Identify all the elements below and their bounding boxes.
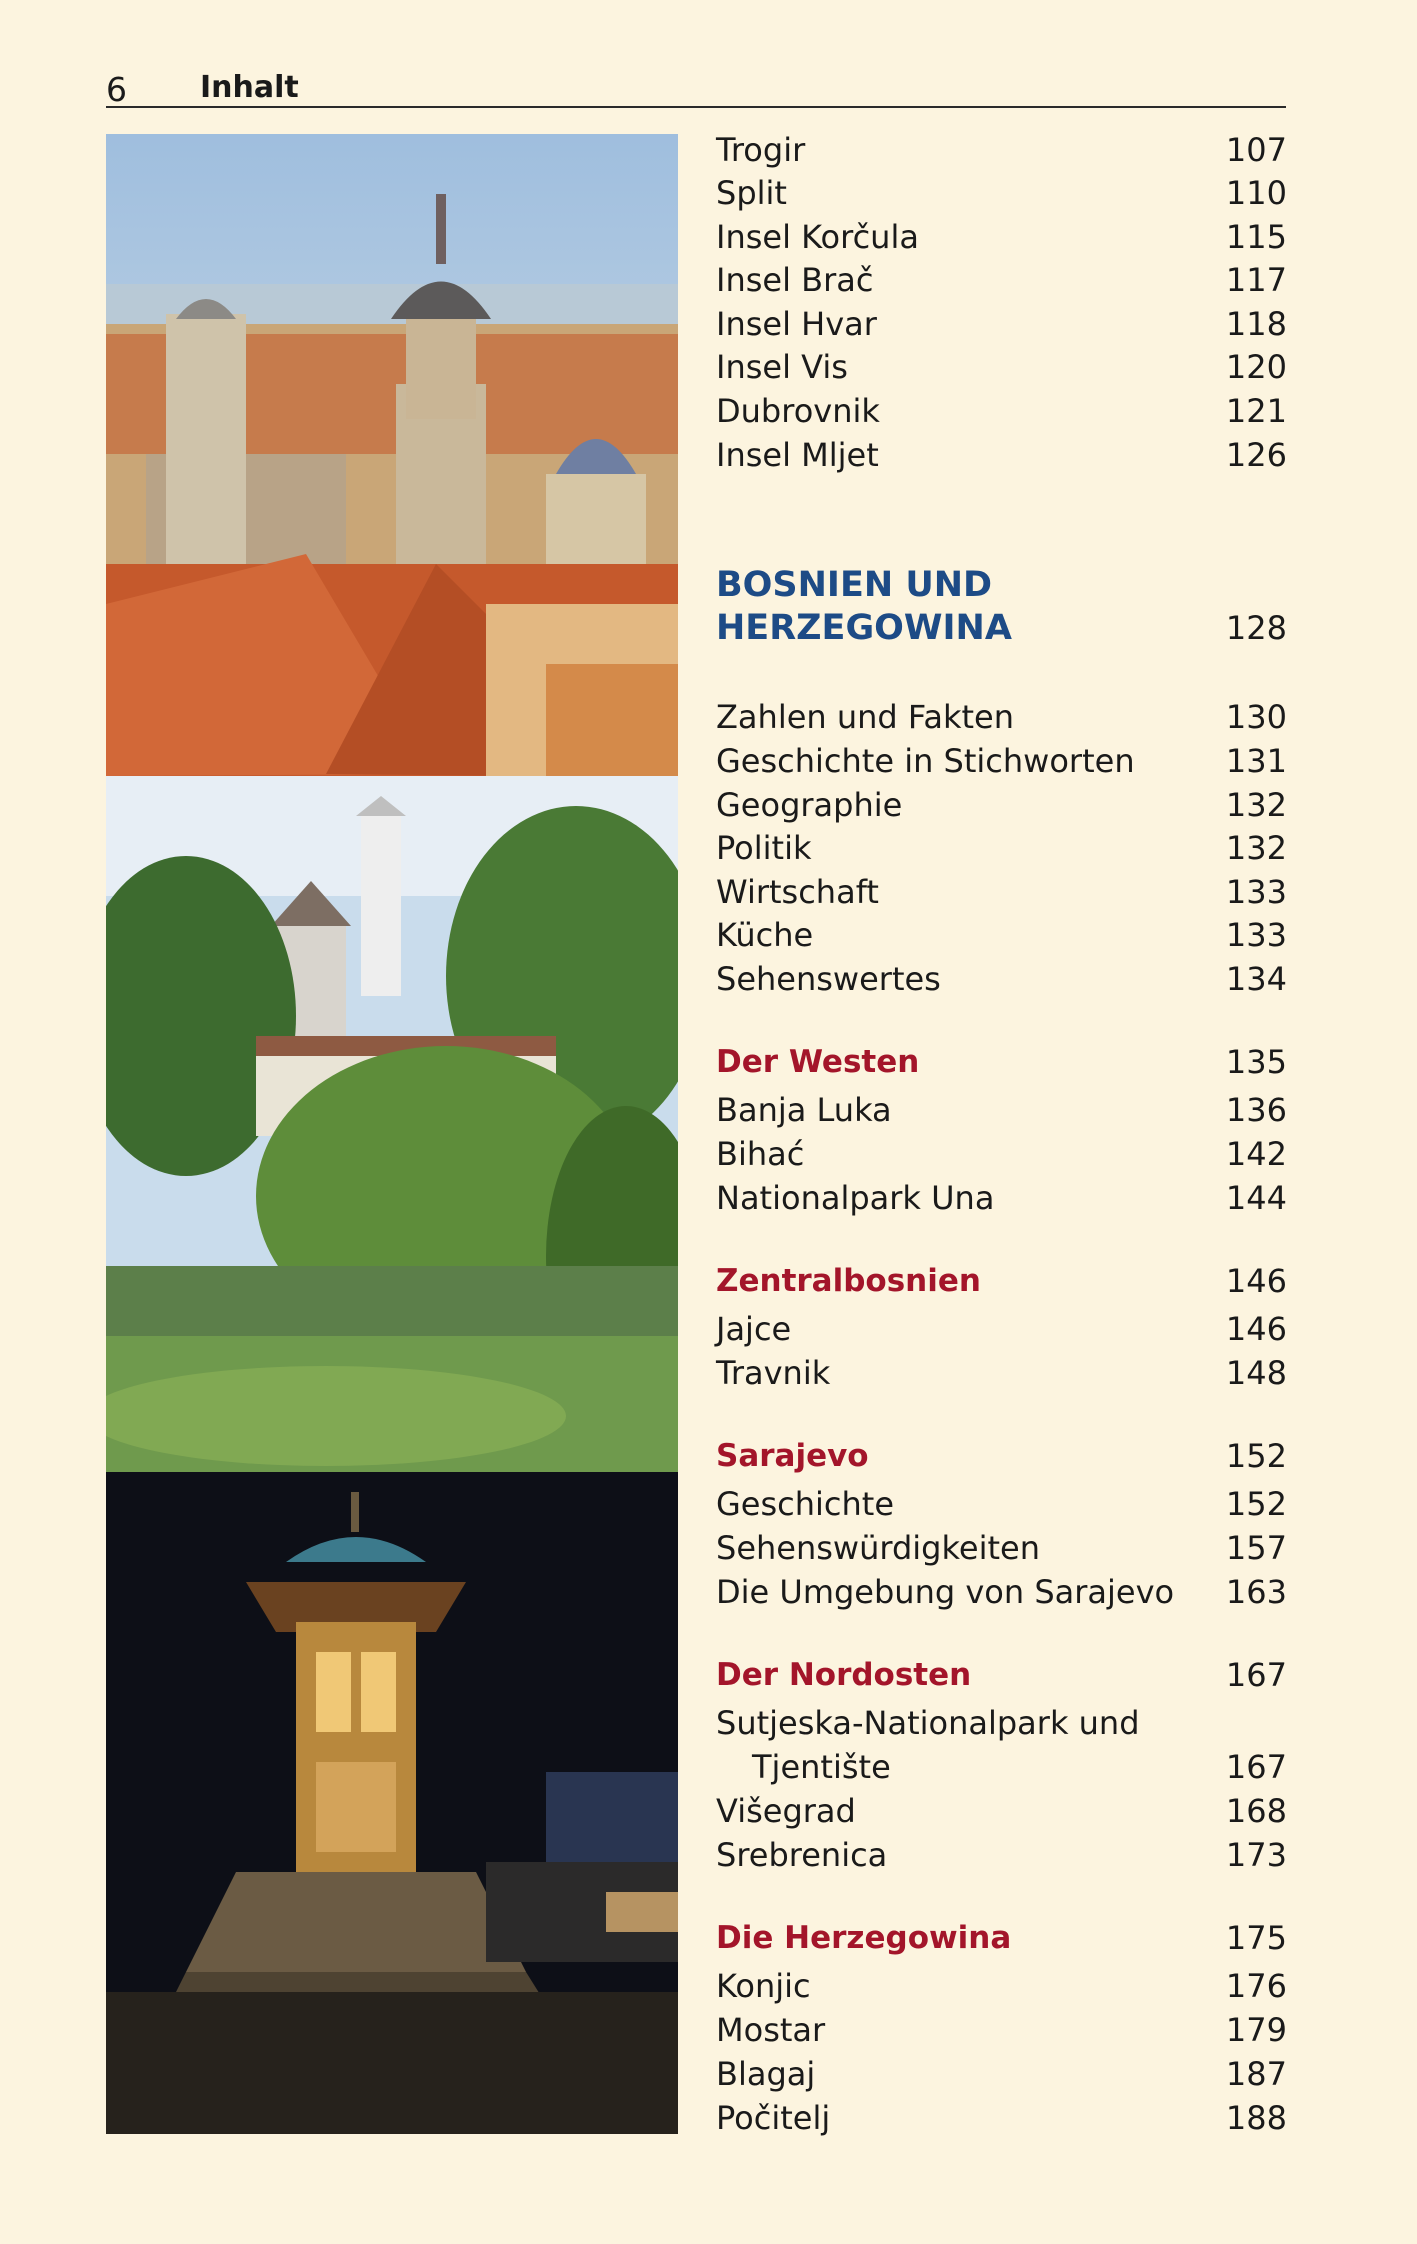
toc-entry[interactable]: Split 110 <box>716 174 1287 212</box>
toc-entry[interactable]: Trogir 107 <box>716 131 1287 169</box>
photo-sebilj-fountain-night <box>106 1472 678 2134</box>
toc-entry[interactable]: Insel Brač 117 <box>716 261 1287 299</box>
page-number: 6 <box>106 70 127 109</box>
toc-entry[interactable]: Politik 132 <box>716 829 1287 867</box>
toc-subheading[interactable]: Sarajevo 152 <box>716 1437 1287 1475</box>
toc-entry[interactable]: Mostar 179 <box>716 2011 1287 2049</box>
toc-entry[interactable]: Sehenswürdigkeiten 157 <box>716 1529 1287 1567</box>
toc-entry[interactable]: Višegrad 168 <box>716 1792 1287 1830</box>
toc-entry[interactable]: Konjic 176 <box>716 1967 1287 2005</box>
toc-entry[interactable]: Nationalpark Una 144 <box>716 1179 1287 1217</box>
toc-entry[interactable]: Banja Luka 136 <box>716 1091 1287 1129</box>
toc-entry[interactable]: Sehenswertes 134 <box>716 960 1287 998</box>
photo-river-town <box>106 776 678 1472</box>
toc-entry[interactable]: Geschichte 152 <box>716 1485 1287 1523</box>
toc-entry[interactable]: Srebrenica 173 <box>716 1836 1287 1874</box>
toc-subheading[interactable]: Die Herzegowina 175 <box>716 1919 1287 1957</box>
toc-entry[interactable]: Travnik 148 <box>716 1354 1287 1392</box>
toc-entry[interactable]: Insel Hvar 118 <box>716 305 1287 343</box>
photo-dubrovnik-rooftops <box>106 134 678 776</box>
toc-entry[interactable]: Dubrovnik 121 <box>716 392 1287 430</box>
country-heading[interactable]: BOSNIEN UND HERZEGOWINA 128 <box>716 565 1287 648</box>
toc-entry[interactable]: Insel Korčula 115 <box>716 218 1287 256</box>
toc-entry[interactable]: Tjentište 167 <box>752 1748 1287 1786</box>
toc-subheading[interactable]: Der Nordosten 167 <box>716 1656 1287 1694</box>
toc-entry[interactable]: Küche 133 <box>716 916 1287 954</box>
toc-entry[interactable]: Insel Vis 120 <box>716 348 1287 386</box>
toc-entry[interactable]: Bihać 142 <box>716 1135 1287 1173</box>
photo-column <box>106 134 678 2134</box>
toc-entry[interactable]: Die Umgebung von Sarajevo 163 <box>716 1573 1287 1611</box>
toc-entry[interactable]: Geographie 132 <box>716 786 1287 824</box>
toc-entry[interactable]: Jajce 146 <box>716 1310 1287 1348</box>
toc-subheading[interactable]: Zentralbosnien 146 <box>716 1262 1287 1300</box>
toc-entry[interactable]: Wirtschaft 133 <box>716 873 1287 911</box>
toc-entry[interactable]: Blagaj 187 <box>716 2055 1287 2093</box>
page-header <box>106 68 1286 108</box>
toc-entry[interactable]: Geschichte in Stichworten 131 <box>716 742 1287 780</box>
toc-entry[interactable]: Počitelj 188 <box>716 2099 1287 2137</box>
toc-entry[interactable]: Sutjeska-Nationalpark und <box>716 1704 1140 1742</box>
toc-subheading[interactable]: Der Westen 135 <box>716 1043 1287 1081</box>
toc-entry[interactable]: Insel Mljet 126 <box>716 436 1287 474</box>
section-title: Inhalt <box>200 70 299 105</box>
toc-entry[interactable]: Zahlen und Fakten 130 <box>716 698 1287 736</box>
